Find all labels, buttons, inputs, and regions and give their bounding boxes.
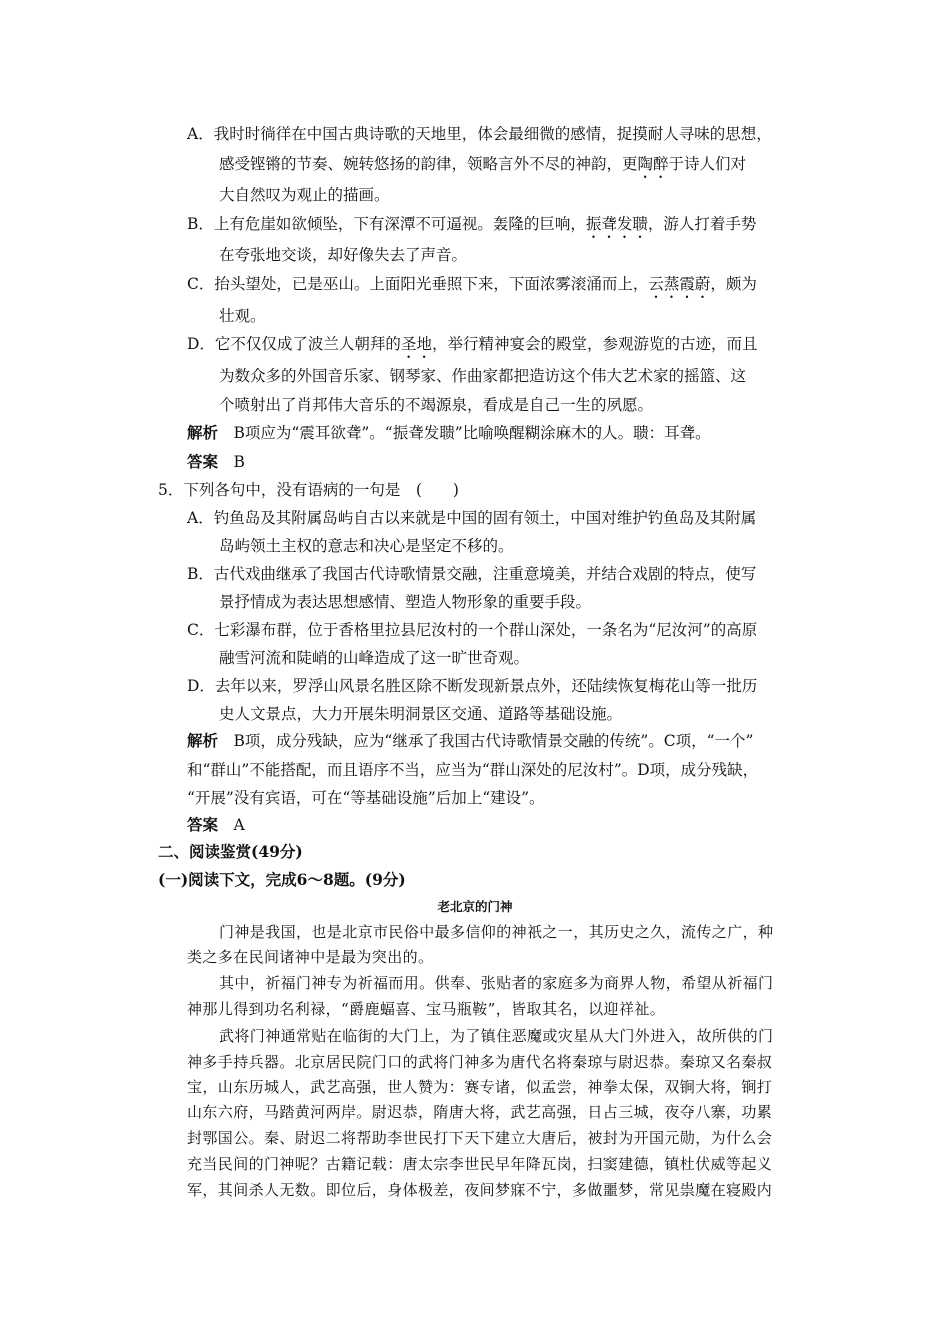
article-paragraph-line: 山东六府，马踏黄河两岸。尉迟恭，隋唐大将，武艺高强，日占三城，夜夺八寨，功累	[187, 1103, 773, 1121]
q5-option-a-line2: 岛屿领土主权的意志和决心是坚定不移的。	[219, 537, 514, 555]
emphasized-word: 圣地	[400, 335, 432, 353]
q5-analysis-line1: 解析 B项，成分残缺，应为“继承了我国古代诗歌情景交融的传统”。C项，“一个”	[187, 731, 754, 750]
article-paragraph-line: 充当民间的门神呢？古籍记载：唐太宗李世民早年降瓦岗，扫窦建德，镇杜伏威等起义	[187, 1155, 773, 1173]
section-subheading: (一)阅读下文，完成6～8题。(9分)	[158, 870, 406, 889]
q5-stem: 5．下列各句中，没有语病的一句是 ( )	[158, 481, 459, 499]
article-paragraph-line: 武将门神通常贴在临街的大门上，为了镇住恶魔或灾星从大门外进入，故所供的门	[219, 1027, 774, 1045]
q4-option-b-line2: 在夸张地交谈，却好像失去了声音。	[219, 246, 468, 264]
q5-option-b-line1: B．古代戏曲继承了我国古代诗歌情景交融，注重意境美，并结合戏剧的特点，使写	[187, 565, 757, 583]
article-paragraph-line: 神多手持兵器。北京居民院门口的武将门神多为唐代名将秦琼与尉迟恭。秦琼又名秦叔	[187, 1053, 773, 1071]
q4-option-a-line3: 大自然叹为观止的描画。	[219, 186, 390, 204]
q4-option-a-line1: A．我时时徜徉在中国古典诗歌的天地里，体会最细微的感情，捉摸耐人寻味的思想，	[187, 125, 772, 143]
q4-option-d-line2: 为数众多的外国音乐家、钢琴家、作曲家都把造访这个伟大艺术家的摇篮、这	[219, 367, 747, 385]
q5-option-d-line1: D．去年以来，罗浮山风景名胜区除不断发现新景点外，还陆续恢复梅花山等一批历	[187, 677, 758, 695]
q4-option-b-line1: B．上有危崖如欲倾坠，下有深潭不可逼视。轰隆的巨响，振聋发聩，游人打着手势	[187, 215, 757, 233]
emphasized-word: 云蒸霞蔚	[648, 275, 711, 293]
q4-option-d-line1: D．它不仅仅成了波兰人朝拜的圣地，举行精神宴会的殿堂，参观游览的古迹，而且	[187, 335, 758, 353]
q4-answer: 答案 B	[187, 452, 245, 471]
emphasized-word: 振聋发聩	[585, 215, 648, 233]
emphasized-word: 陶醉	[637, 155, 669, 173]
article-paragraph-line: 军，其间杀人无数。即位后，身体极差，夜间梦寐不宁，多做噩梦，常见祟魔在寝殿内	[187, 1181, 773, 1199]
q4-option-c-line1: C．抬头望处，已是巫山。上面阳光垂照下来，下面浓雾滚涌而上，云蒸霞蔚，颇为	[187, 275, 757, 293]
q4-option-d-line3: 个喷射出了肖邦伟大音乐的不竭源泉，看成是自己一生的夙愿。	[219, 396, 654, 414]
q5-option-b-line2: 景抒情成为表达思想感情、塑造人物形象的重要手段。	[219, 593, 592, 611]
article-title: 老北京的门神	[437, 899, 513, 914]
article-paragraph-line: 门神是我国，也是北京市民俗中最多信仰的神祇之一，其历史之久，流传之广，种	[219, 923, 774, 941]
article-paragraph-line: 其中，祈福门神专为祈福而用。供奉、张贴者的家庭多为商界人物，希望从祈福门	[219, 974, 774, 992]
q4-option-c-line2: 壮观。	[219, 307, 266, 325]
q5-option-a-line1: A．钓鱼岛及其附属岛屿自古以来就是中国的固有领土，中国对维护钓鱼岛及其附属	[187, 509, 757, 527]
q5-answer: 答案 A	[187, 815, 245, 834]
q5-option-c-line2: 融雪河流和陡峭的山峰造成了这一旷世奇观。	[219, 649, 530, 667]
article-paragraph-line: 宝，山东历城人，武艺高强，世人赞为：赛专诸，似孟尝，神拳太保，双锏大将，锏打	[187, 1078, 773, 1096]
q5-option-d-line2: 史人文景点，大力开展朱明洞景区交通、道路等基础设施。	[219, 705, 623, 723]
q5-option-c-line1: C．七彩瀑布群，位于香格里拉县尼汝村的一个群山深处，一条名为“尼汝河”的高原	[187, 621, 758, 639]
section-heading: 二、阅读鉴赏(49分)	[158, 842, 303, 861]
q5-analysis-line2: 和“群山”不能搭配，而且语序不当，应当为“群山深处的尼汝村”。D项，成分残缺，	[187, 761, 759, 779]
q4-analysis: 解析 B项应为“震耳欲聋”。“振聋发聩”比喻唤醒糊涂麻木的人。聩：耳聋。	[187, 423, 711, 442]
article-paragraph-line: 神那儿得到功名利禄，“爵鹿蝠喜、宝马瓶鞍”，皆取其名，以迎祥祉。	[187, 1000, 666, 1018]
q4-option-a-line2: 感受铿锵的节奏、婉转悠扬的韵律，领略言外不尽的神韵，更陶醉于诗人们对	[219, 155, 747, 173]
q5-analysis-line3: “开展”没有宾语，可在“等基础设施”后加上“建设”。	[187, 789, 545, 807]
article-paragraph-line: 封鄂国公。秦、尉迟二将帮助李世民打下天下建立大唐后，被封为开国元勋，为什么会	[187, 1129, 773, 1147]
article-paragraph-line: 类之多在民间诸神中是最为突出的。	[187, 948, 434, 966]
